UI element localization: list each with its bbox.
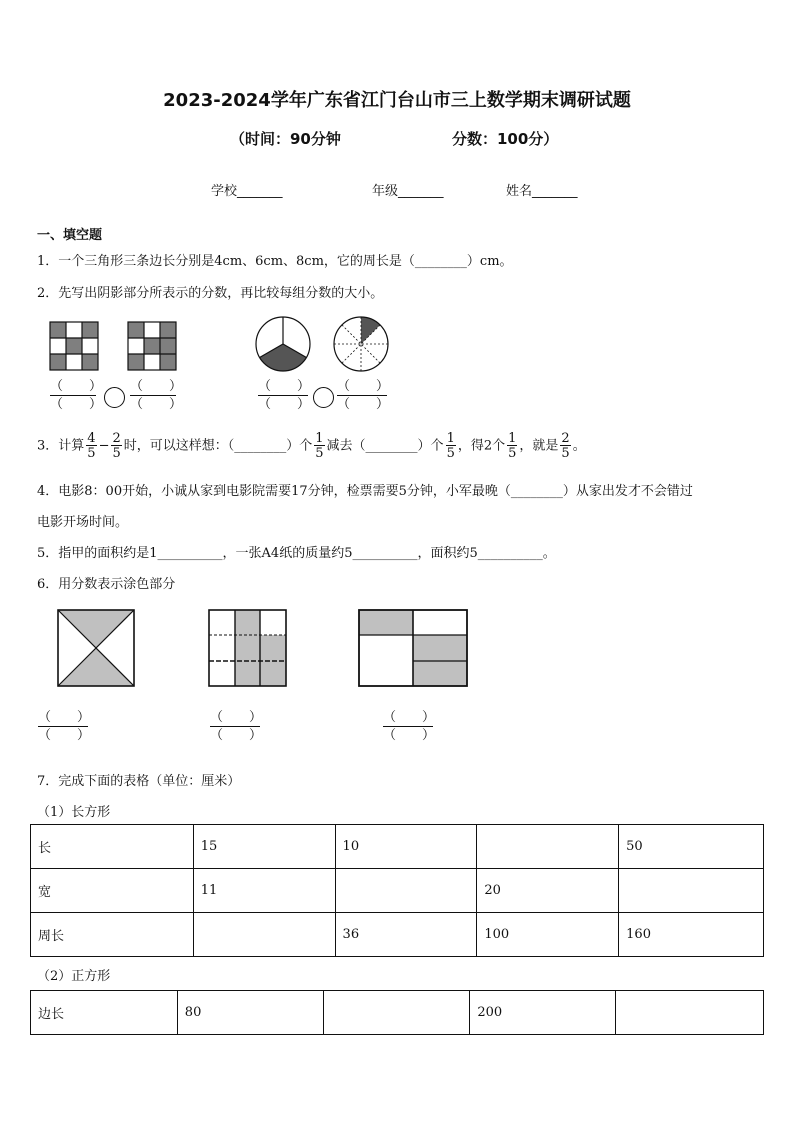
question-6-figures [0, 600, 794, 700]
question-2: 2．先写出阴影部分所表示的分数，再比较每组分数的大小。 [37, 286, 384, 301]
question-3: 3．计算 $\frac{4}{5}$ − $\frac{2}{5}$ 时，可以这样想：（________）个 $\frac{1}{5}$ 减去（________）个 $\frac{1}{5}$ ，得2个 $\frac{1}{5}$ ，就是 $\frac{2}{5}$ 。 [37, 431, 586, 461]
question-5: 5．指甲的面积约是1__________，一张A4纸的质量约5__________，面积约5__________。 [37, 546, 556, 561]
table-cell [193, 913, 335, 957]
school-field: 学校_______ [211, 184, 283, 199]
table-cell [323, 991, 470, 1035]
table-cell [619, 869, 764, 913]
q6-fraction-blank-1: （ ） （ ） [38, 710, 91, 743]
question-7: 7．完成下面的表格（单位：厘米） [37, 774, 241, 789]
table-cell: 11 [193, 869, 335, 913]
table-cell: 20 [477, 869, 619, 913]
table-cell: 80 [177, 991, 323, 1035]
shaded-circle-1 [256, 317, 310, 371]
table-cell: 10 [335, 825, 477, 869]
shaded-circle-2 [334, 317, 388, 371]
table-cell: 160 [619, 913, 764, 957]
question-4-line-1: 4．电影8：00开始，小诚从家到电影院需要17分钟，检票需要5分钟，小军最晚（________）从家出发才不会错过 [37, 484, 693, 499]
time-label: （时间：90分钟 [230, 130, 341, 148]
table-cell: 边长 [31, 991, 178, 1035]
grade-field: 年级_______ [372, 184, 444, 199]
name-field: 姓名_______ [506, 184, 578, 199]
question-2-figures [0, 300, 794, 430]
rectangle-label: （1）长方形 [37, 805, 111, 820]
table-cell: 周长 [31, 913, 194, 957]
table-cell: 50 [619, 825, 764, 869]
question-1: 1．一个三角形三条边长分别是4cm、6cm、8cm，它的周长是（________）cm。 [37, 254, 513, 269]
split-rectangle [359, 610, 467, 686]
fraction-blank-1: （ ） （ ） [50, 379, 103, 412]
table-cell: 15 [193, 825, 335, 869]
diagonal-square [58, 610, 134, 686]
grid-square [209, 610, 286, 686]
table-cell: 36 [335, 913, 477, 957]
question-4-line-2: 电影开场时间。 [37, 515, 129, 530]
table-cell [616, 991, 764, 1035]
section-heading: 一、填空题 [37, 228, 103, 243]
fraction-blank-2: （ ） （ ） [130, 379, 183, 412]
fraction-1-5-b: $\frac{1}{5}$ [446, 431, 455, 461]
shaded-grid-2 [128, 322, 176, 370]
table-row [31, 991, 764, 1035]
compare-circle-2[interactable] [313, 387, 334, 408]
fraction-1-5-c: $\frac{1}{5}$ [508, 431, 517, 461]
fraction-2-5-b: $\frac{2}{5}$ [561, 431, 570, 461]
question-6: 6．用分数表示涂色部分 [37, 577, 176, 592]
q6-fraction-blank-2: （ ） （ ） [210, 710, 263, 743]
page-title: 2023-2024学年广东省江门台山市三上数学期末调研试题 [163, 90, 631, 111]
fraction-blank-4: （ ） （ ） [337, 379, 390, 412]
rectangle-table [30, 824, 764, 957]
table-cell [335, 869, 477, 913]
table-cell [477, 825, 619, 869]
fraction-1-5-a: $\frac{1}{5}$ [315, 431, 324, 461]
fraction-blank-3: （ ） （ ） [258, 379, 311, 412]
fraction-4-5: $\frac{4}{5}$ [87, 431, 96, 461]
square-table [30, 990, 764, 1035]
table-cell: 200 [470, 991, 616, 1035]
square-label: （2）正方形 [37, 969, 111, 984]
table-cell: 100 [477, 913, 619, 957]
table-row [31, 825, 764, 869]
score-label: 分数：100分） [452, 130, 559, 148]
table-cell: 长 [31, 825, 194, 869]
fraction-2-5: $\frac{2}{5}$ [112, 431, 121, 461]
q6-fraction-blank-3: （ ） （ ） [383, 710, 436, 743]
compare-circle-1[interactable] [104, 387, 125, 408]
shaded-grid-1 [50, 322, 98, 370]
table-row [31, 913, 764, 957]
table-row [31, 869, 764, 913]
table-cell: 宽 [31, 869, 194, 913]
